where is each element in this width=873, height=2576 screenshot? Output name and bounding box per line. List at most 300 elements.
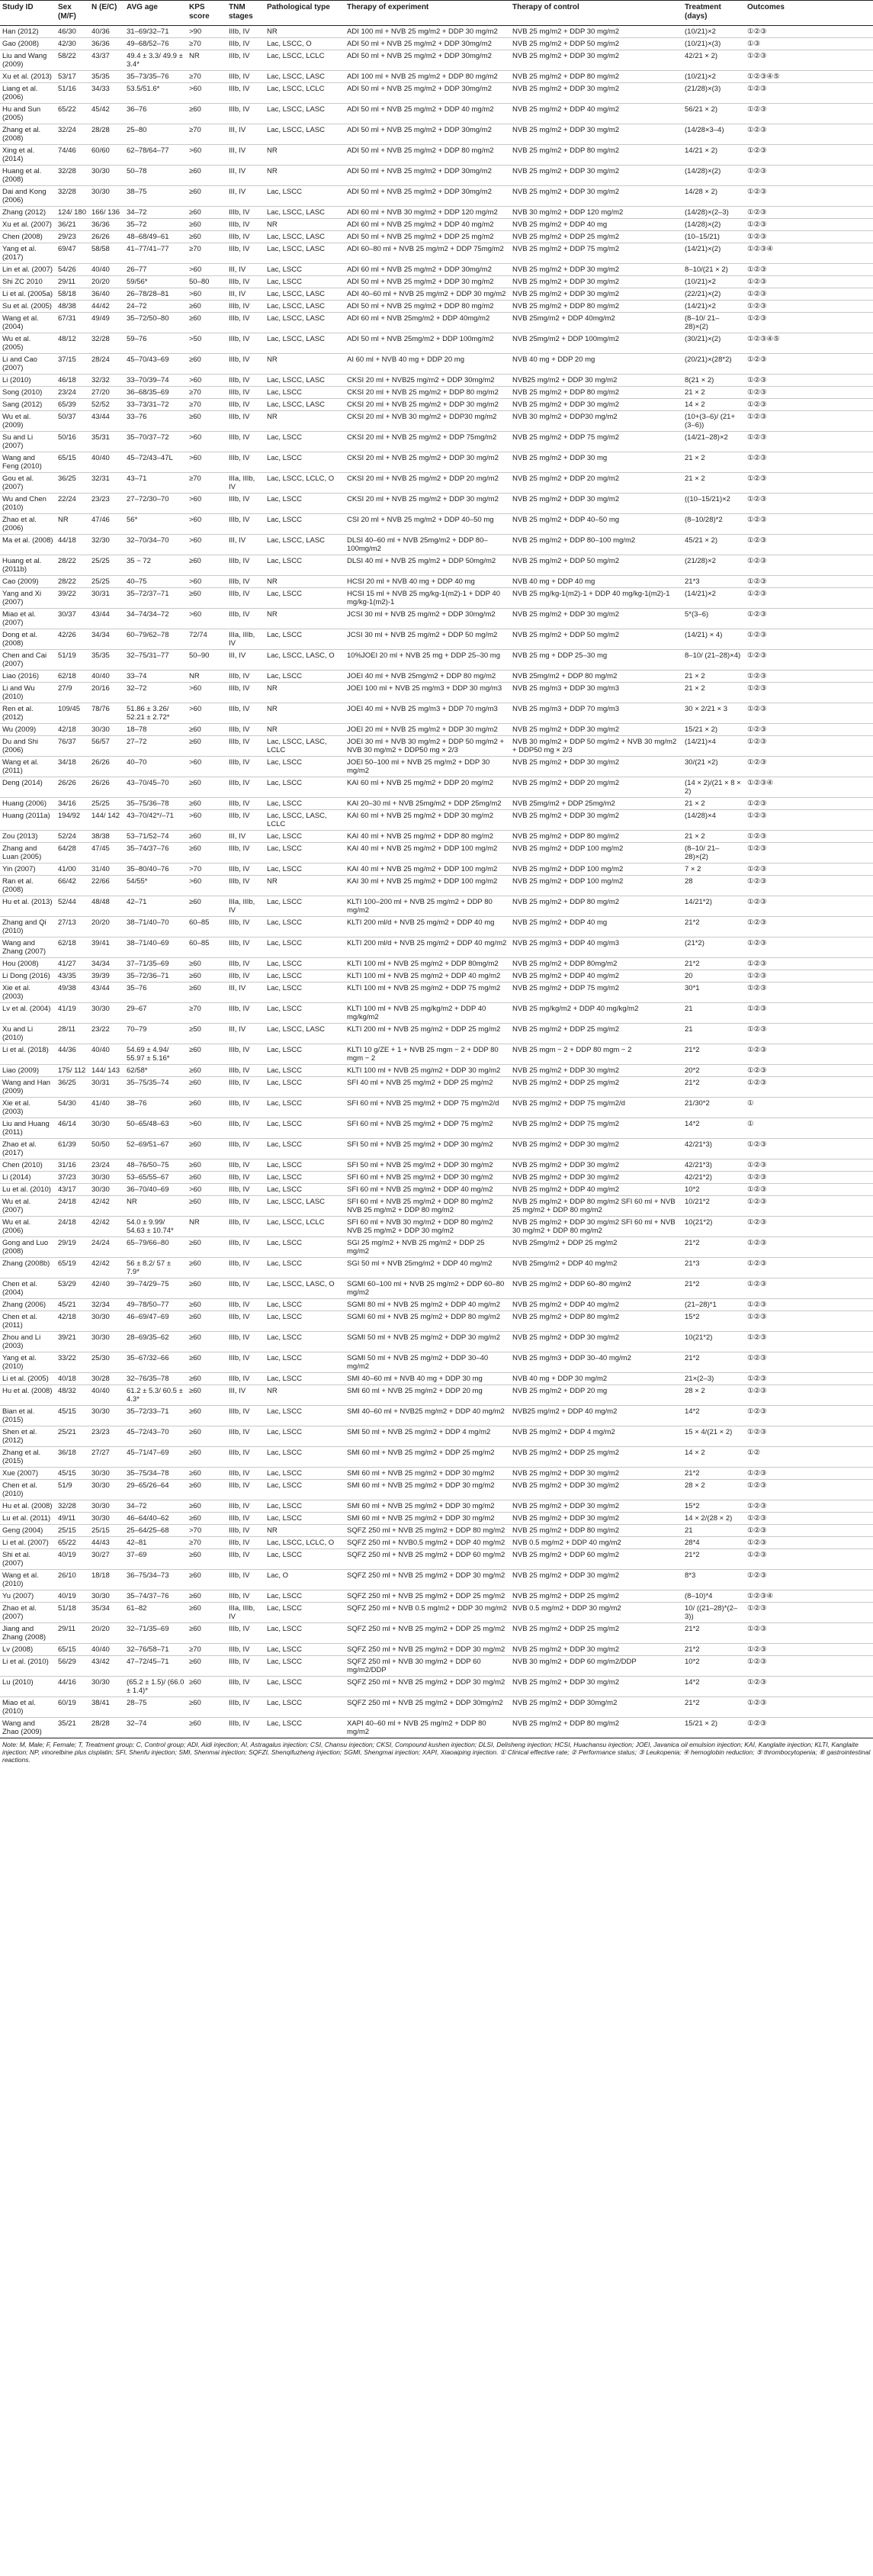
table-cell: 43/35 <box>56 970 89 982</box>
column-header: Therapy of experiment <box>345 1 510 26</box>
table-cell: 35–70/37–72 <box>124 432 187 452</box>
table-cell: 34–72 <box>124 207 187 219</box>
table-row <box>0 186 873 207</box>
table-row <box>0 1590 873 1603</box>
table-cell: NVB 25 mg/m2 + DDP 30 mg/m2 <box>510 1677 682 1697</box>
table-cell: 7 × 2 <box>682 863 745 876</box>
table-cell: ≥60 <box>187 970 226 982</box>
table-cell: NVB 25 mg/m2 + DDP 50 mg/m2 <box>510 38 682 50</box>
table-row <box>0 1623 873 1644</box>
table-cell: NVB 25 mg/m2 + DDP 80 mg/m2 <box>510 71 682 83</box>
table-cell: ≥60 <box>187 1513 226 1525</box>
table-cell: SGI 50 ml + NVB 25mg/m2 + DDP 40 mg/m2 <box>345 1258 510 1278</box>
table-cell: 27/27 <box>89 1447 124 1468</box>
table-cell: ≥60 <box>187 1278 226 1299</box>
table-cell: ADI 100 ml + NVB 25 mg/m2 + DDP 30 mg/m2 <box>345 26 510 38</box>
table-cell: 14 × 2/(28 × 2) <box>682 1513 745 1525</box>
table-cell: 39/39 <box>89 970 124 982</box>
table-cell: ≥60 <box>187 798 226 810</box>
table-cell: Cao (2009) <box>0 576 56 588</box>
table-cell: NVB 25 mg/m2 + DDP 25 mg/m2 <box>510 1024 682 1044</box>
table-cell: NVB 25 mg/m2 + DDP 80 mg/m2 <box>510 1718 682 1738</box>
table-cell: Ma et al. (2008) <box>0 535 56 555</box>
table-cell: 51.86 ± 3.26/ 52.21 ± 2.72* <box>124 703 187 724</box>
table-cell: IIIb, IV <box>226 1118 265 1139</box>
table-cell: Li Dong (2016) <box>0 970 56 982</box>
table-cell: 28*4 <box>682 1537 745 1549</box>
table-cell: NVB 25 mg/m2 + DDP 75 mg/m2/d <box>510 1098 682 1118</box>
table-cell: 35–75/35–74 <box>124 1077 187 1098</box>
table-cell: NVB 30 mg/m2 + DDP 120 mg/m2 <box>510 207 682 219</box>
table-cell: ADI 50 ml + NVB 25mg/m2 + DDP 100mg/m2 <box>345 333 510 354</box>
table-row <box>0 1044 873 1065</box>
table-cell: ①②③ <box>745 124 873 145</box>
table-row <box>0 243 873 264</box>
table-cell: Hu et al. (2008) <box>0 1500 56 1513</box>
table-cell: IIIb, IV <box>226 276 265 288</box>
table-cell: 10/ ((21–28)*(2–3)) <box>682 1603 745 1623</box>
table-row <box>0 1385 873 1406</box>
table-cell: Lac, LSCC <box>265 1065 345 1077</box>
table-cell: 44/18 <box>56 535 89 555</box>
table-cell: 58/18 <box>56 288 89 301</box>
table-cell: 40/40 <box>89 452 124 473</box>
table-cell: ADI 60 ml + NVB 25 mg/m2 + DDP 40 mg/m2 <box>345 219 510 231</box>
table-cell: NVB 25mg/m2 + DDP 40 mg/m2 <box>510 1258 682 1278</box>
table-cell: 21*2 <box>682 1623 745 1644</box>
table-cell: ①②③ <box>745 1603 873 1623</box>
table-cell: Ran et al. (2008) <box>0 876 56 896</box>
table-cell: III, IV <box>226 288 265 301</box>
table-cell: 45–71/47–69 <box>124 1447 187 1468</box>
table-cell: Chen (2008) <box>0 231 56 243</box>
table-cell: 65/22 <box>56 104 89 124</box>
table-cell: (10/21)×(3) <box>682 38 745 50</box>
table-cell: 70–79 <box>124 1024 187 1044</box>
table-cell: Lac, LSCC <box>265 1159 345 1172</box>
table-cell: III, IV <box>226 650 265 671</box>
table-cell: Xu et al. (2013) <box>0 71 56 83</box>
table-cell: (22/21)×(2) <box>682 288 745 301</box>
table-cell: ≥70 <box>187 399 226 411</box>
table-cell: ①②③④ <box>745 243 873 264</box>
table-cell: JOEI 30 ml + NVB 30 mg/m2 + DDP 50 mg/m2 + NVB 30 mg/m2 + DDP50 mg × 2/3 <box>345 736 510 757</box>
table-cell: NVB 25 mg/m2 + DDP 25 mg/m2 <box>510 1077 682 1098</box>
table-cell: 35–73/35–76 <box>124 71 187 83</box>
table-cell: 14 × 2 <box>682 1447 745 1468</box>
table-row <box>0 288 873 301</box>
table-cell: 15 × 4/(21 × 2) <box>682 1426 745 1447</box>
table-cell: NVB 40 mg + DDP 20 mg <box>510 354 682 375</box>
table-cell: 39/41 <box>89 937 124 958</box>
table-cell: 35–75/36–78 <box>124 798 187 810</box>
table-cell: (8–10/ 21–28)×(2) <box>682 843 745 863</box>
table-cell: Lac, LSCC <box>265 831 345 843</box>
table-cell: Miao et al. (2007) <box>0 609 56 629</box>
table-cell: Lac, LSCC <box>265 1513 345 1525</box>
table-cell: IIIb, IV <box>226 1468 265 1480</box>
table-cell: ≥60 <box>187 1196 226 1217</box>
table-cell: Xu and Li (2010) <box>0 1024 56 1044</box>
table-cell: ≥60 <box>187 1623 226 1644</box>
table-cell: 65/15 <box>56 452 89 473</box>
table-row <box>0 777 873 798</box>
table-cell: ≥60 <box>187 1549 226 1570</box>
table-cell: 21*2 <box>682 958 745 970</box>
table-cell: IIIb, IV <box>226 810 265 831</box>
table-cell: ①②③ <box>745 1139 873 1159</box>
table-cell: NVB 25 mg/m2 + DDP 40–50 mg <box>510 514 682 535</box>
table-cell: 14/21*2) <box>682 896 745 917</box>
table-cell: 41/27 <box>56 958 89 970</box>
table-cell: Lac, LSCC <box>265 555 345 576</box>
table-cell: IIIb, IV <box>226 494 265 514</box>
table-cell: NVB 25 mg/m2 + DDP 80 mg/m2 <box>510 1525 682 1537</box>
table-cell: 56 ± 8.2/ 57 ± 7.9* <box>124 1258 187 1278</box>
table-cell: Zhao et al. (2006) <box>0 514 56 535</box>
table-cell: JOEI 40 ml + NVB 25 mg/m3 + DDP 70 mg/m3 <box>345 703 510 724</box>
table-cell: 25/25 <box>89 555 124 576</box>
table-cell: 40/19 <box>56 1590 89 1603</box>
table-cell: 21×(2–3) <box>682 1373 745 1385</box>
table-cell: 36–75/34–73 <box>124 1570 187 1590</box>
table-cell: 34–72 <box>124 1500 187 1513</box>
table-row <box>0 1098 873 1118</box>
table-cell: III, IV <box>226 831 265 843</box>
table-cell: IIIb, IV <box>226 432 265 452</box>
table-cell: >60 <box>187 683 226 703</box>
table-cell: Lac, LSCC <box>265 1468 345 1480</box>
table-cell: Su et al. (2005) <box>0 301 56 313</box>
table-cell: ((10–15/21)×2 <box>682 494 745 514</box>
table-cell: ADI 60 ml + NVB 30 mg/m2 + DDP 120 mg/m2 <box>345 207 510 219</box>
table-cell: 28/11 <box>56 1024 89 1044</box>
table-cell: ADI 60–80 ml + NVB 25 mg/m2 + DDP 75mg/m2 <box>345 243 510 264</box>
table-cell: 24/18 <box>56 1196 89 1217</box>
table-cell: 35–74/37–76 <box>124 1590 187 1603</box>
table-cell: 40/18 <box>56 1373 89 1385</box>
table-row <box>0 166 873 186</box>
table-cell: SMI 60 ml + NVB 25 mg/m2 + DDP 30 mg/m2 <box>345 1480 510 1500</box>
table-cell: ①②③ <box>745 1237 873 1258</box>
table-cell: IIIb, IV <box>226 231 265 243</box>
table-cell: 10*2 <box>682 1656 745 1677</box>
table-cell: 59/56* <box>124 276 187 288</box>
table-cell: 42–71 <box>124 896 187 917</box>
table-cell: Liu and Huang (2011) <box>0 1118 56 1139</box>
table-cell: 42/40 <box>89 1278 124 1299</box>
table-cell: 144/ 142 <box>89 810 124 831</box>
table-cell: 62–78/64–77 <box>124 145 187 166</box>
table-cell: Lac, LSCC, LASC <box>265 243 345 264</box>
table-cell: ≥60 <box>187 186 226 207</box>
table-cell: 46–69/47–69 <box>124 1311 187 1332</box>
table-cell: Lac, LSCC, LCLC <box>265 1217 345 1237</box>
table-cell: 34/18 <box>56 757 89 777</box>
table-cell: IIIa, IIIb, IV <box>226 629 265 650</box>
table-cell: IIIb, IV <box>226 671 265 683</box>
table-cell: NR <box>265 683 345 703</box>
table-cell: ≥60 <box>187 231 226 243</box>
table-cell: NVB 25 mg/m2 + DDP 30 mg/m2 <box>510 83 682 104</box>
table-cell: NVB 25mg/m2 + DDP 25mg/m2 <box>510 798 682 810</box>
table-cell: DLSI 40 ml + NVB 25 mg/m2 + DDP 50mg/m2 <box>345 555 510 576</box>
table-cell: IIIb, IV <box>226 50 265 71</box>
table-cell: NVB 25 mg/m2 + DDP 40 mg/m2 <box>510 1299 682 1311</box>
table-row <box>0 970 873 982</box>
table-cell: NVB 25 mg/m2 + DDP 30 mg/m2 <box>510 124 682 145</box>
table-cell: ①②③ <box>745 375 873 387</box>
table-cell: ≥60 <box>187 166 226 186</box>
table-cell: 43/44 <box>89 609 124 629</box>
table-cell: 22/24 <box>56 494 89 514</box>
table-cell: ①②③ <box>745 703 873 724</box>
table-cell: NR <box>187 1217 226 1237</box>
table-cell: NVB 25 mg/m3 + DDP 40 mg/m3 <box>510 937 682 958</box>
table-cell: CKSI 20 ml + NVB 25 mg/m2 + DDP 30 mg/m2 <box>345 452 510 473</box>
table-cell: 50/50 <box>89 1139 124 1159</box>
table-cell: NVB 25 mg/m2 + DDP 30 mg/m2 <box>510 757 682 777</box>
table-cell: >60 <box>187 494 226 514</box>
table-cell: ①②③ <box>745 264 873 276</box>
table-cell: NR <box>265 26 345 38</box>
table-cell: ≥60 <box>187 1590 226 1603</box>
table-cell: NVB 25 mg/m2 + DDP 30 mg <box>510 452 682 473</box>
table-cell: (14/28)×(2) <box>682 219 745 231</box>
table-cell: SMI 60 ml + NVB 25 mg/m2 + DDP 30 mg/m2 <box>345 1513 510 1525</box>
column-header: Pathological type <box>265 1 345 26</box>
table-cell: 78/76 <box>89 703 124 724</box>
table-cell: ≥50 <box>187 1024 226 1044</box>
table-cell: XAPI 40–60 ml + NVB 25 mg/m2 + DDP 80 mg/m2 <box>345 1718 510 1738</box>
table-cell: 21*2 <box>682 1352 745 1373</box>
table-cell: NVB 30 mg/m2 + DDP 60 mg/m2/DDP <box>510 1656 682 1677</box>
table-row <box>0 1549 873 1570</box>
table-cell: 35/34 <box>89 1603 124 1623</box>
table-cell: NVB 25 mg/m2 + DDP 40 mg/m2 <box>510 970 682 982</box>
table-cell: Lac, LSCC <box>265 1718 345 1738</box>
table-cell: ≥60 <box>187 1258 226 1278</box>
table-cell: NVB 25 mg/m2 + DDP 30 mg/m2 <box>510 724 682 736</box>
table-cell: (21/28)×(3) <box>682 83 745 104</box>
table-cell: IIIb, IV <box>226 375 265 387</box>
table-cell: ①②③ <box>745 276 873 288</box>
table-cell: 23/24 <box>89 1159 124 1172</box>
table-cell: NVB 25 mg/m2 + DDP 30 mg/m2 <box>510 288 682 301</box>
table-cell: Lac, LSCC <box>265 1077 345 1098</box>
table-row <box>0 1217 873 1237</box>
table-cell: 20 <box>682 970 745 982</box>
table-cell: 37–71/35–69 <box>124 958 187 970</box>
table-cell: Ren et al. (2012) <box>0 703 56 724</box>
table-cell: ≥60 <box>187 736 226 757</box>
table-cell: 36–70/40–69 <box>124 1184 187 1196</box>
table-cell: 20/20 <box>89 917 124 937</box>
table-cell: Zhao et al. (2007) <box>0 1603 56 1623</box>
table-cell: (65.2 ± 1.5)/ (66.0 ± 1.4)* <box>124 1677 187 1697</box>
table-cell: Li (2010) <box>0 375 56 387</box>
table-cell: NR <box>265 876 345 896</box>
table-cell: SGMI 50 ml + NVB 25 mg/m2 + DDP 30 mg/m2 <box>345 1332 510 1352</box>
table-cell: III, IV <box>226 982 265 1003</box>
table-cell: ≥60 <box>187 1065 226 1077</box>
table-cell: NVB 25 mg/m3 + DDP 30–40 mg/m2 <box>510 1352 682 1373</box>
table-cell: Gou et al. (2007) <box>0 473 56 494</box>
table-cell: 61/39 <box>56 1139 89 1159</box>
table-cell: NVB 25 mg/m2 + DDP 30 mg/m2 <box>510 609 682 629</box>
table-cell: ①②③ <box>745 1570 873 1590</box>
table-cell: NVB 25 mg/m2 + DDP 30 mg/m2 <box>510 1644 682 1656</box>
table-cell: 25/15 <box>56 1525 89 1537</box>
table-cell: 27/13 <box>56 917 89 937</box>
table-cell: ADI 50 ml + NVB 25 mg/m2 + DDP 30mg/m2 <box>345 83 510 104</box>
table-cell: NVB 25 mgm − 2 + DDP 80 mgm − 2 <box>510 1044 682 1065</box>
header-row <box>0 1 873 26</box>
table-cell: 29/11 <box>56 1623 89 1644</box>
table-cell: IIIb, IV <box>226 1139 265 1159</box>
table-cell: 32–74 <box>124 1718 187 1738</box>
table-row <box>0 896 873 917</box>
table-row <box>0 609 873 629</box>
table-cell: NR <box>265 411 345 432</box>
table-cell: NVB 25 mg/m2 + DDP 60–80 mg/m2 <box>510 1278 682 1299</box>
table-row <box>0 71 873 83</box>
table-cell: IIIb, IV <box>226 757 265 777</box>
table-cell: 21*3 <box>682 576 745 588</box>
table-cell: ①②③ <box>745 1549 873 1570</box>
table-cell: Chen et al. (2004) <box>0 1278 56 1299</box>
table-cell: 29–65/26–64 <box>124 1480 187 1500</box>
column-header: AVG age <box>124 1 187 26</box>
table-cell: ≥70 <box>187 243 226 264</box>
table-cell: ①②③ <box>745 1373 873 1385</box>
table-cell: CKSI 20 ml + NVB 25 mg/m2 + DDP 80 mg/m2 <box>345 387 510 399</box>
table-cell: ADI 50 ml + NVB 25 mg/m2 + DDP 30mg/m2 <box>345 186 510 207</box>
table-cell: Lin et al. (2007) <box>0 264 56 276</box>
table-cell: Li et al. (2005) <box>0 1373 56 1385</box>
table-cell: 21*2 <box>682 1697 745 1718</box>
table-cell: IIIb, IV <box>226 1196 265 1217</box>
table-cell: Lac, LSCC <box>265 1644 345 1656</box>
table-row <box>0 576 873 588</box>
column-header: N (E/C) <box>89 1 124 26</box>
table-cell: ≥60 <box>187 831 226 843</box>
table-cell: ≥60 <box>187 1426 226 1447</box>
table-cell: (8–10/28)*2 <box>682 514 745 535</box>
table-cell: 31–69/32–71 <box>124 26 187 38</box>
table-row <box>0 1603 873 1623</box>
table-cell: 61–82 <box>124 1603 187 1623</box>
table-cell: ①②③ <box>745 50 873 71</box>
table-cell: 43–70/42*/–71 <box>124 810 187 831</box>
table-cell: ≥60 <box>187 1697 226 1718</box>
table-cell: 35–72/50–80 <box>124 313 187 333</box>
table-cell: ①②③ <box>745 810 873 831</box>
table-cell: IIIb, IV <box>226 1590 265 1603</box>
table-cell: 59–76 <box>124 333 187 354</box>
table-cell: Lac, LSCC, LCLC, O <box>265 473 345 494</box>
table-cell: Xing et al. (2014) <box>0 145 56 166</box>
table-cell: ≥60 <box>187 1352 226 1373</box>
table-cell: IIIb, IV <box>226 387 265 399</box>
table-cell: JOEI 20 ml + NVB 25 mg/m2 + DDP 30 mg/m2 <box>345 724 510 736</box>
table-cell: Lac, LSCC, LASC, O <box>265 1278 345 1299</box>
table-cell: Zhang and Luan (2005) <box>0 843 56 863</box>
table-cell: ①②③④ <box>745 1590 873 1603</box>
table-row <box>0 432 873 452</box>
table-cell: ≥60 <box>187 1468 226 1480</box>
table-cell: IIIb, IV <box>226 1500 265 1513</box>
table-cell: Li et al. (2007) <box>0 1537 56 1549</box>
table-cell: NVB 25 mg/kg/m2 + DDP 40 mg/kg/m2 <box>510 1003 682 1024</box>
table-cell: Deng (2014) <box>0 777 56 798</box>
table-cell: 53/17 <box>56 71 89 83</box>
table-cell: 52–69/51–67 <box>124 1139 187 1159</box>
table-cell: Lac, LSCC <box>265 671 345 683</box>
table-cell: ①②③ <box>745 958 873 970</box>
table-cell: NVB 25 mg/m2 + DDP 30 mg/m2 <box>510 1065 682 1077</box>
table-cell: ①②③ <box>745 288 873 301</box>
table-cell: >60 <box>187 757 226 777</box>
table-cell: Lac, LSCC <box>265 896 345 917</box>
table-cell: 30/(21 ×2) <box>682 757 745 777</box>
table-cell: 44/36 <box>56 1044 89 1065</box>
table-row <box>0 354 873 375</box>
table-cell: NVB 25 mg/m2 + DDP 80 mg/m2 SFI 60 ml + NVB 25 mg/m2 + DDP 80 mg/m2 <box>510 1196 682 1217</box>
table-cell: NVB 25 mg/m2 + DDP 25 mg/m2 <box>510 1623 682 1644</box>
table-cell: Shi ZC 2010 <box>0 276 56 288</box>
table-cell: 66/42 <box>56 876 89 896</box>
table-cell: Wu et al. (2007) <box>0 1196 56 1217</box>
table-cell: IIIb, IV <box>226 301 265 313</box>
table-cell: ①②③ <box>745 1644 873 1656</box>
table-cell: ①②③ <box>745 1332 873 1352</box>
table-cell: Lac, LSCC, LASC <box>265 399 345 411</box>
table-cell: 67/31 <box>56 313 89 333</box>
table-cell: 34/34 <box>89 958 124 970</box>
table-cell: 28/28 <box>89 1718 124 1738</box>
table-cell: ≥60 <box>187 1500 226 1513</box>
table-cell: ①②③ <box>745 104 873 124</box>
table-cell: ①②③ <box>745 186 873 207</box>
table-cell: (8–10)*4 <box>682 1590 745 1603</box>
table-cell: 72/74 <box>187 629 226 650</box>
table-cell: 23/24 <box>56 387 89 399</box>
table-cell: NVB 25 mg/m2 + DDP 100 mg/m2 <box>510 843 682 863</box>
table-cell: IIIb, IV <box>226 104 265 124</box>
table-cell: 30 × 2/21 × 3 <box>682 703 745 724</box>
table-cell: ≥60 <box>187 588 226 609</box>
table-cell: 25/25 <box>89 798 124 810</box>
table-cell: NVB25 mg/m2 + DDP 40 mg/m2 <box>510 1406 682 1426</box>
table-cell: ①②③ <box>745 1352 873 1373</box>
table-cell: 28–75 <box>124 1697 187 1718</box>
table-cell: Yu (2007) <box>0 1590 56 1603</box>
table-cell: NVB 25mg/m2 + DDP 100mg/m2 <box>510 333 682 354</box>
table-cell: IIIb, IV <box>226 354 265 375</box>
table-cell: 30/30 <box>89 1118 124 1139</box>
table-cell: 39/22 <box>56 588 89 609</box>
table-cell: Lac, LSCC <box>265 1590 345 1603</box>
table-cell: 8–10/(21 × 2) <box>682 264 745 276</box>
table-cell: Huang et al. (2008) <box>0 166 56 186</box>
table-cell: 144/ 143 <box>89 1065 124 1077</box>
table-row <box>0 1570 873 1590</box>
table-cell: IIIb, IV <box>226 26 265 38</box>
table-cell: 42/18 <box>56 724 89 736</box>
table-cell: 52/44 <box>56 896 89 917</box>
table-cell: IIIb, IV <box>226 1537 265 1549</box>
